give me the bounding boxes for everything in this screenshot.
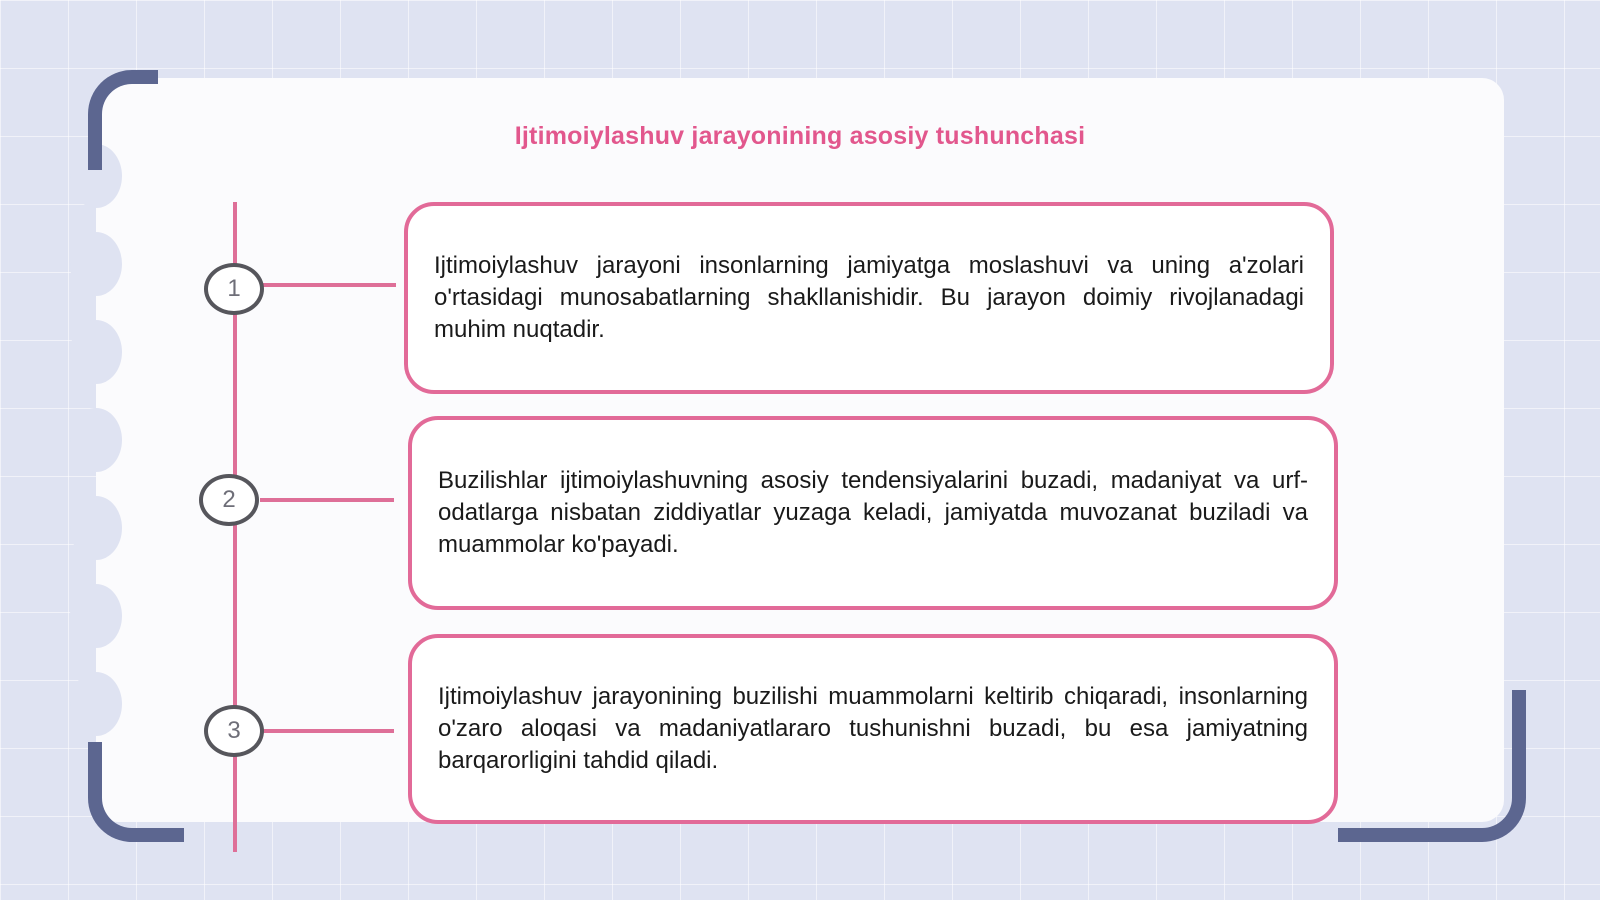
card-edge-notch <box>70 496 122 560</box>
corner-bracket-bottom-right <box>1338 690 1526 842</box>
card-edge-notch <box>70 320 122 384</box>
card-edge-notch <box>70 584 122 648</box>
corner-bracket-top-left <box>88 70 158 170</box>
info-box-text: Ijtimoiylashuv jarayoni insonlarning jamiyatga moslashuvi va uning a'zolari o'rtasidagi munosabatlarning shakllanishidir. Bu jarayon doimiy rivojlanadagi muhim nuqtadir. <box>434 252 1304 343</box>
info-box-text: Buzilishlar ijtimoiylashuvning asosiy tendensiyalarini buzadi, madaniyat va urf-odatlarga nisbatan ziddiyatlar yuzaga keladi, jamiyatda muvozanat buziladi va muammolar ko'payadi. <box>438 467 1308 558</box>
step-number-badge: 3 <box>204 705 264 757</box>
info-box <box>408 634 1338 824</box>
slide-title: Ijtimoiylashuv jarayonining asosiy tushunchasi <box>514 122 1086 150</box>
info-box-text: Ijtimoiylashuv jarayonining buzilishi muammolarni keltirib chiqaradi, insonlarning o'zaro aloqasi va madaniyatlararo tushunishni buzadi, bu esa jamiyatning barqarorligini tahdid qiladi. <box>438 683 1308 774</box>
card-edge-notch <box>70 672 122 736</box>
timeline-connector <box>260 498 394 502</box>
card-edge-notch <box>70 408 122 472</box>
step-number-badge: 1 <box>204 263 264 315</box>
info-box <box>408 416 1338 610</box>
info-box <box>404 202 1334 394</box>
timeline-connector <box>262 283 396 287</box>
step-number-badge: 2 <box>199 474 259 526</box>
corner-bracket-bottom-left <box>88 742 184 842</box>
card-edge-notch <box>70 232 122 296</box>
timeline-connector <box>262 729 394 733</box>
